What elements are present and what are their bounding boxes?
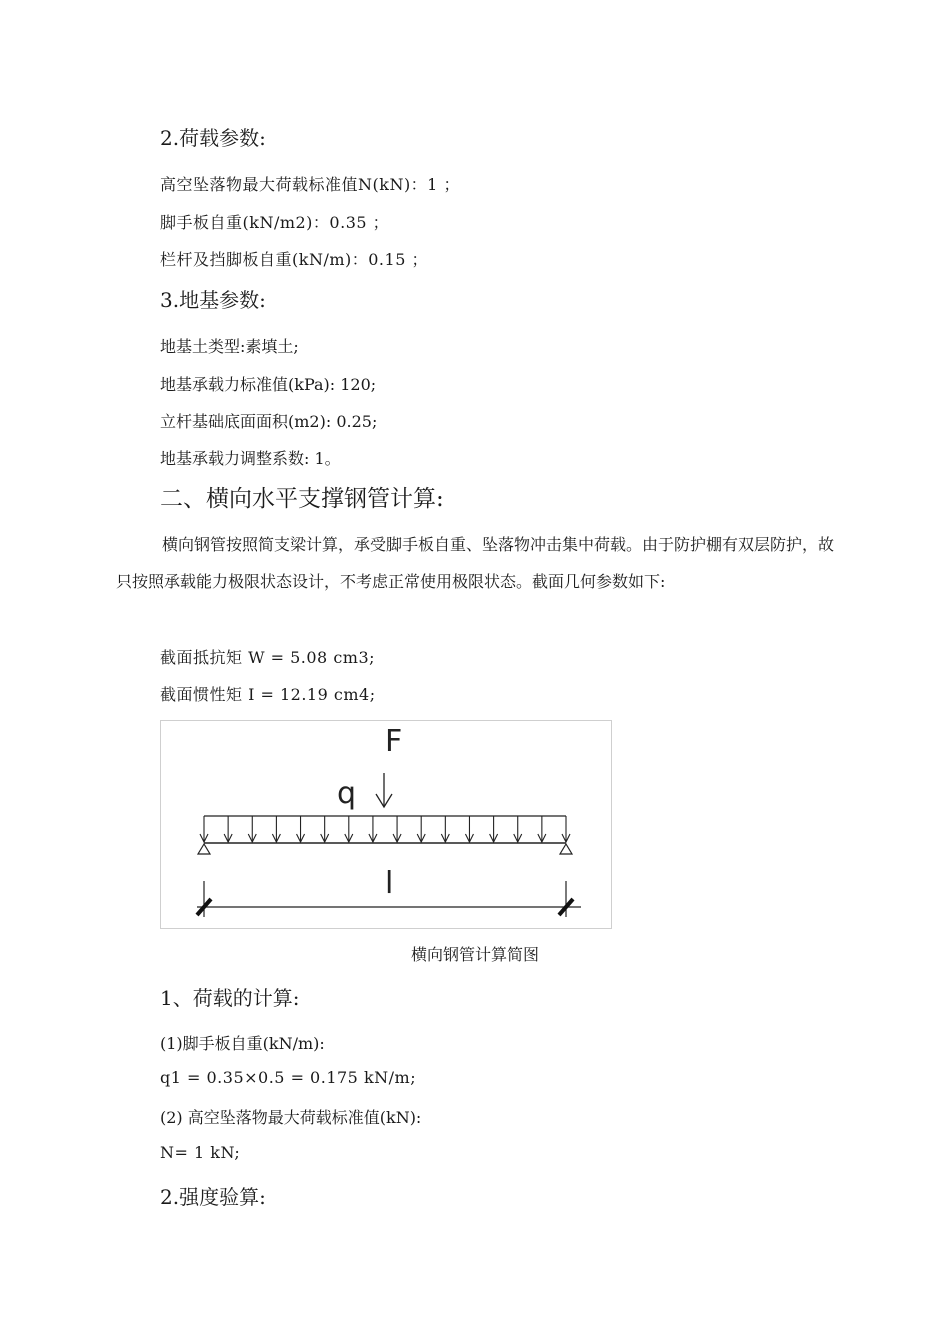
calc-line: q1 = 0.35×0.5 = 0.175 kN/m; (160, 1068, 417, 1087)
beam-diagram-svg (161, 721, 611, 928)
chapter-title: 二、横向水平支撑钢管计算: (160, 486, 444, 512)
distributed-load-arrows (200, 816, 570, 842)
left-support-icon (198, 844, 210, 854)
foundation-param-line: 地基承载力调整系数: 1。 (160, 449, 341, 468)
foundation-param-line: 立杆基础底面面积(m2): 0.25; (160, 412, 378, 431)
figure-caption: 横向钢管计算简图 (410, 945, 539, 964)
beam-diagram (160, 720, 612, 929)
calc-line: (1)脚手板自重(kN/m): (160, 1034, 325, 1053)
subsection-title-load-calc: 1、荷载的计算: (160, 986, 300, 1010)
span-label: l (385, 866, 394, 901)
moment-of-inertia-line: 截面惯性矩 I = 12.19 cm4; (160, 685, 376, 704)
right-support-icon (560, 844, 572, 854)
section-title-load-params: 2.荷载参数: (160, 126, 266, 150)
foundation-param-line: 地基土类型:素填土; (160, 337, 299, 356)
section-title-foundation-params: 3.地基参数: (160, 288, 266, 312)
intro-paragraph: 横向钢管按照简支梁计算，承受脚手板自重、坠落物冲击集中荷载。由于防护棚有双层防护，故只按照承载能力极限状态设计，不考虑正常使用极限状态。截面几何参数如下: (116, 535, 835, 591)
load-param-line: 栏杆及挡脚板自重(kN/m)：0.15 ； (160, 250, 428, 269)
distributed-load-label: q (337, 776, 357, 811)
calc-line: (2) 高空坠落物最大荷载标准值(kN): (160, 1108, 422, 1127)
calc-line: N= 1 kN; (160, 1143, 241, 1162)
foundation-param-line: 地基承载力标准值(kPa): 120; (160, 375, 377, 394)
load-param-line: 高空坠落物最大荷载标准值N(kN)：1 ； (160, 175, 460, 194)
force-label: F (385, 724, 403, 759)
load-param-line: 脚手板自重(kN/m2)：0.35 ； (160, 213, 390, 232)
subsection-title-strength-check: 2.强度验算: (160, 1185, 266, 1209)
section-modulus-line: 截面抵抗矩 W = 5.08 cm3; (160, 648, 376, 667)
